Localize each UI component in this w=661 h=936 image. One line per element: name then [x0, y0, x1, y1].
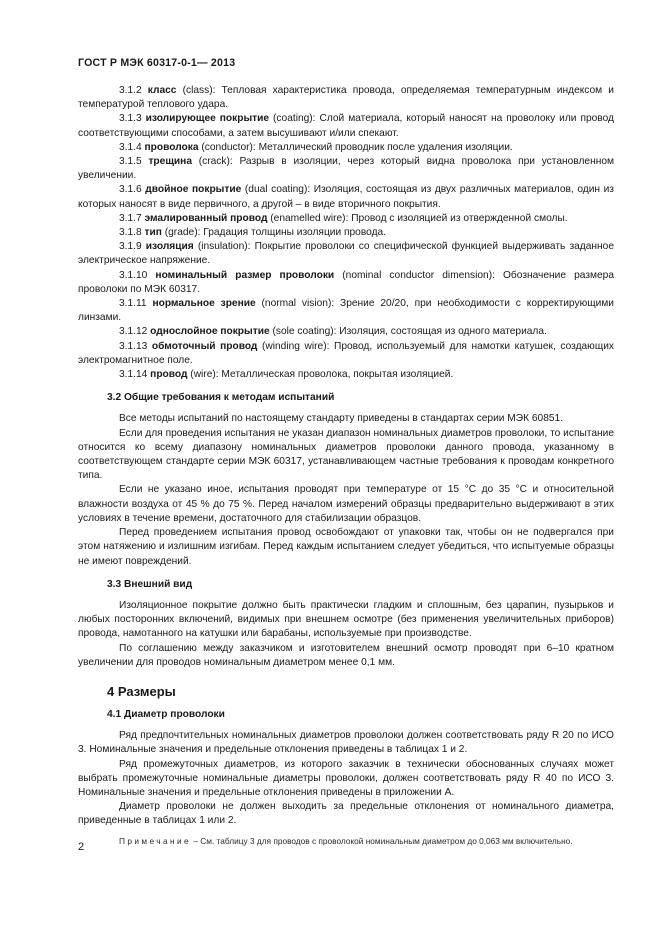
- definition-3-1-7: 3.1.7 эмалированный провод (enamelled wire): Провод с изоляцией из отвержденной смолы.: [119, 212, 568, 224]
- paragraph: Если для проведения испытания не указан диапазон номинальных диаметров проволоки, то испытание относится ко всему диапазону номинальных диаметров проволоки данного провода, указанному в соответствующем стандарте серии МЭК 60317, устанавливающем частные требования к проводам конкретного типа.: [78, 427, 614, 482]
- definition-3-1-12: 3.1.12 однослойное покрытие (sole coating): Изоляция, состоящая из одного материала.: [119, 326, 547, 338]
- note-text: – См. таблицу 3 для проводов с проволокой номинальным диаметром до 0,063 мм включительно.: [191, 835, 573, 846]
- paragraph: Ряд предпочтительных номинальных диаметров проволоки должен соответствовать ряду R 20 по ИСО 3. Номинальные значения и предельные отклонения приведены в таблицах 1 и 2.: [78, 730, 614, 756]
- definition-3-1-14: 3.1.14 провод (wire): Металлическая проволока, покрытая изоляцией.: [119, 369, 454, 381]
- definition-3-1-9: 3.1.9 изоляция (insulation): Покрытие проволоки со специфической функцией выдерживать заданное электрическое напряжение.: [78, 241, 614, 267]
- note: [78, 835, 614, 847]
- paragraph: Изоляционное покрытие должно быть практически гладким и сплошным, без царапин, пузырьков и любых посторонних включений, видимых при внешнем осмотре (без применения увеличительных приборов) провода, намотанного на катушки или барабаны, используемые при производстве.: [78, 599, 614, 640]
- section-heading-3-3: 3.3 Внешний вид: [107, 578, 193, 590]
- definition-3-1-10: 3.1.10 номинальный размер проволоки (nominal conductor dimension): Обозначение размера проволоки по МЭК 60317.: [78, 269, 614, 295]
- definition-3-1-5: 3.1.5 трещина (crack): Разрыв в изоляции, через который видна проволока при установленном увеличении.: [78, 156, 614, 182]
- section-heading-4: 4 Размеры: [107, 683, 176, 699]
- paragraph: По соглашению между заказчиком и изготовителем внешний осмотр проводят при 6–10 кратном увеличении для проводов номинальным диаметром менее 0,1 мм.: [78, 642, 614, 668]
- paragraph: Перед проведением испытания провод освобождают от упаковки так, чтобы он не подвергался при этом натяжению и излишним изгибам. Перед каждым испытанием следует убедиться, что испытуемые образцы не имеют повреждений.: [78, 527, 614, 567]
- definition-3-1-3: 3.1.3 изолирующее покрытие (coating): Слой материала, который наносят на проволоку или провод соответствующими способами, а затем высушивают и/или спекают.: [78, 113, 614, 139]
- definition-3-1-6: 3.1.6 двойное покрытие (dual coating): Изоляция, состоящая из двух различных материалов, один из которых наносят в виде первичного, а другой – в виде вторичного покрытия.: [78, 184, 614, 210]
- definition-3-1-8: 3.1.8 тип (grade): Градация толщины изоляции провода.: [119, 227, 387, 239]
- definitions-list: [78, 84, 614, 382]
- document-body: [78, 84, 614, 847]
- standard-header: ГОСТ Р МЭК 60317-0-1— 2013: [78, 57, 236, 69]
- paragraph: Ряд промежуточных диаметров, из которого заказчик в технически обоснованных случаях может выбрать промежуточные номинальные диаметры проволоки, должен соответствовать ряду R 40 по ИСО 3. Номинальные значения и предельные отклонения приведены в приложении А.: [78, 758, 614, 798]
- note-label: Примечание: [119, 835, 192, 846]
- definition-3-1-11: 3.1.11 нормальное зрение (normal vision): Зрение 20/20, при необходимости с корректирующими линзами.: [78, 298, 614, 324]
- paragraph: Диаметр проволоки не должен выходить за предельные отклонения от номинального диаметра, приведенные в таблицах 1 или 2.: [78, 801, 614, 827]
- subsection-heading-4-1: 4.1 Диаметр проволоки: [107, 708, 225, 720]
- definition-3-1-13: 3.1.13 обмоточный провод (winding wire): Провод, используемый для намотки катушек, создающих электромагнитное поле.: [78, 340, 614, 366]
- definition-3-1-4: 3.1.4 проволока (conductor): Металлический проводник после удаления изоляции.: [119, 141, 513, 153]
- definition-3-1-2: 3.1.2 класс (class): Тепловая характеристика провода, определяемая температурным индексом и температурой теплового удара.: [78, 85, 614, 111]
- paragraph: Если не указано иное, испытания проводят при температуре от 15 °С до 35 °С и относительной влажности воздуха от 45 % до 75 %. Перед началом измерений образцы предварительно выдерживают в этих условиях в течение времени, достаточного для стабилизации образцов.: [78, 484, 614, 524]
- page-number: 2: [78, 841, 85, 853]
- section-heading-3-2: 3.2 Общие требования к методам испытаний: [107, 392, 335, 404]
- paragraph: Все методы испытаний по настоящему стандарту приведены в стандартах серии МЭК 60851.: [119, 413, 564, 425]
